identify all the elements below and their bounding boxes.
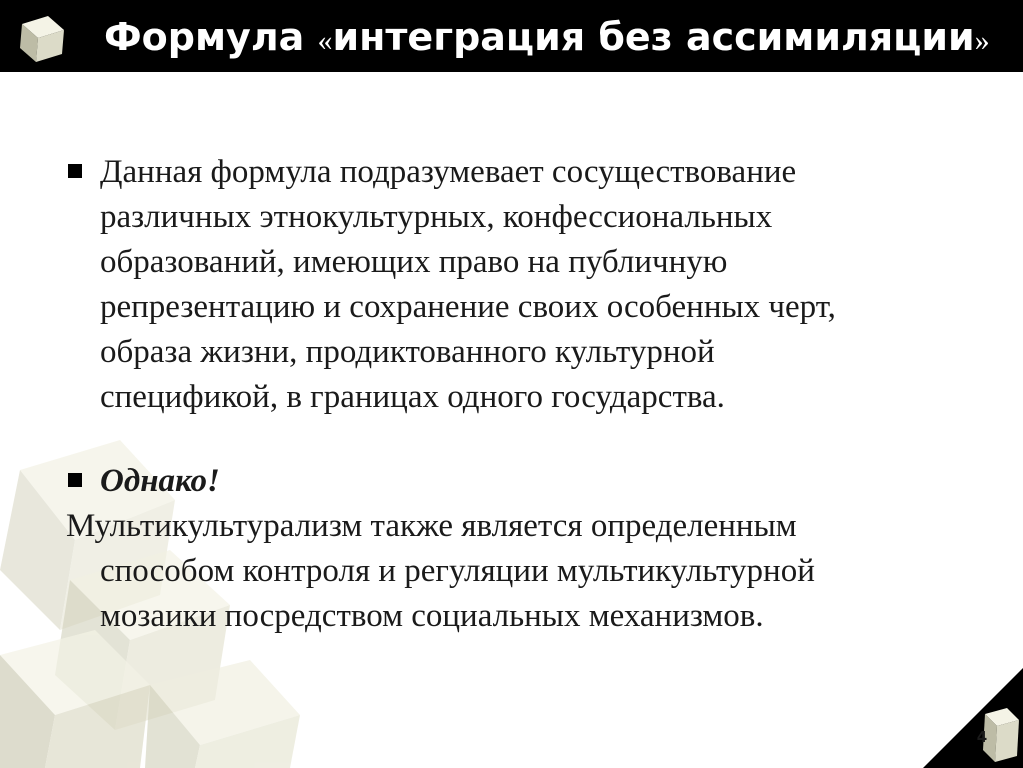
page-number: 4 [976, 728, 988, 746]
emphasis-text: Однако! [100, 463, 220, 499]
title-open-quote: « [317, 24, 333, 57]
paragraph-line: способом контроля и регуляции мультикультурной [100, 553, 815, 589]
bullet-text [100, 150, 968, 420]
bullet-text [100, 459, 968, 504]
square-bullet-icon [68, 164, 82, 178]
title-close-quote: » [974, 24, 990, 57]
bullet-line: репрезентацию и сохранение своих особенных черт, [100, 289, 836, 325]
paragraph-first-line: Мультикультурализм также является определенным [66, 508, 797, 544]
bullet-line: образований, имеющих право на публичную [100, 244, 728, 280]
title-main: Формула [104, 15, 318, 59]
bullet-line: спецификой, в границах одного государства. [100, 379, 725, 415]
square-bullet-icon [68, 473, 82, 487]
paragraph-line: мозаики посредством социальных механизмов. [100, 598, 764, 634]
bullet-line: различных этнокультурных, конфессиональных [100, 199, 773, 235]
bullet-line: Данная формула подразумевает сосуществование [100, 154, 797, 190]
bullet-line: образа жизни, продиктованного культурной [100, 334, 715, 370]
title-quoted: интеграция без ассимиляции [332, 15, 975, 59]
corner-decoration [923, 668, 1023, 768]
